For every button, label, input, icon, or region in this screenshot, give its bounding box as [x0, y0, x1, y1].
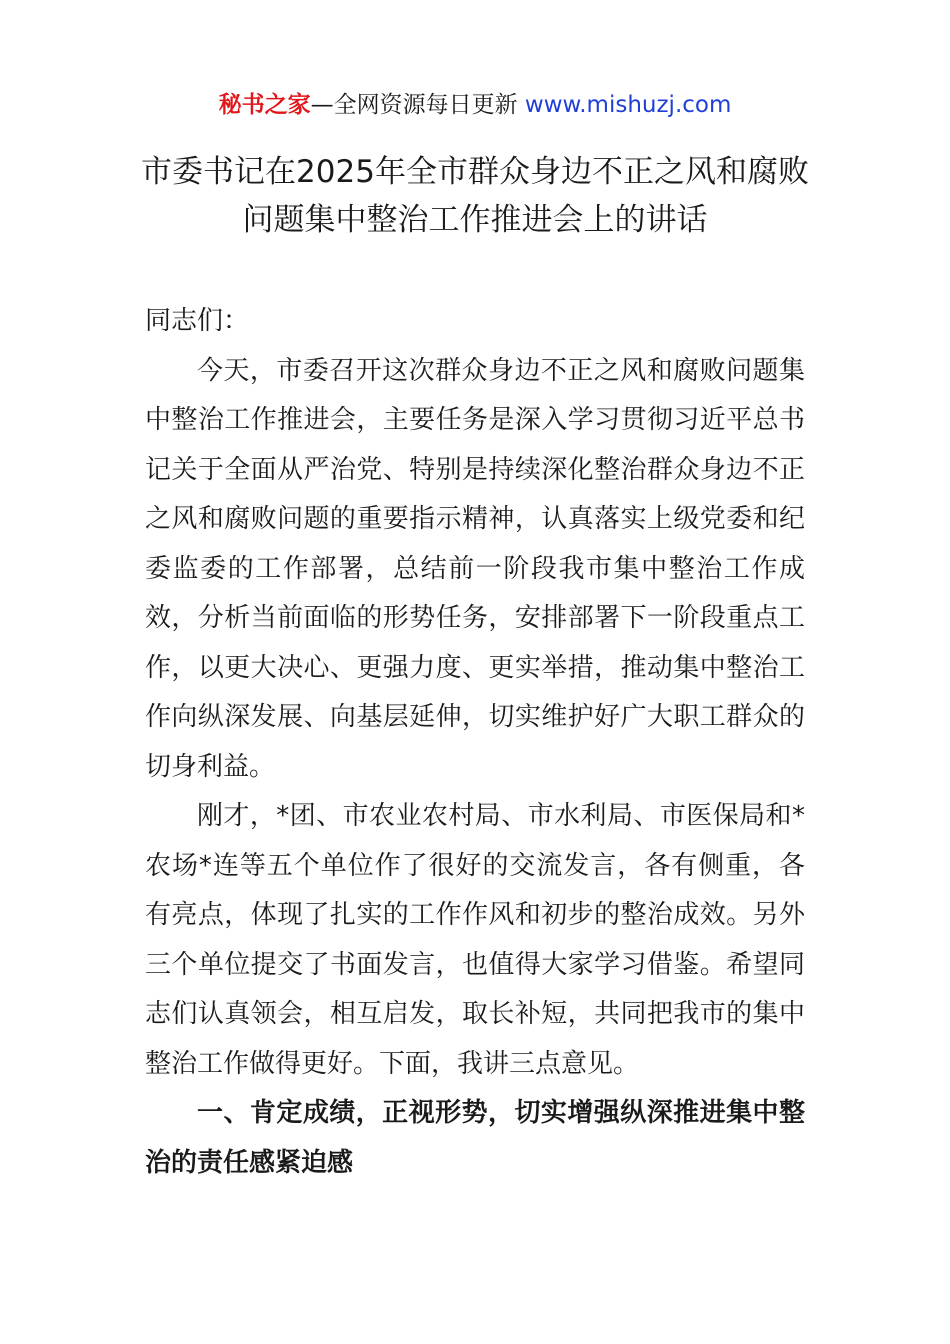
document-body: [145, 297, 805, 1188]
brand-name: 秘书之家: [218, 92, 311, 118]
site-url-link[interactable]: www.mishuzj.com: [524, 92, 732, 118]
paragraph-intro: 今天，市委召开这次群众身边不正之风和腐败问题集中整治工作推进会，主要任务是深入学习贯彻习近平总书记关于全面从严治党、特别是持续深化整治群众身边不正之风和腐败问题的重要指示精神，认真落实上级党委和纪委监委的工作部署，总结前一阶段我市集中整治工作成效，分析当前面临的形势任务，安排部署下一阶段重点工作，以更大决心、更强力度、更实举措，推动集中整治工作向纵深发展、向基层延伸，切实维护好广大职工群众的切身利益。: [145, 355, 805, 782]
salutation: 同志们：: [145, 306, 250, 336]
site-header: [0, 88, 950, 122]
document-title: 市委书记在2025年全市群众身边不正之风和腐败问题集中整治工作推进会上的讲话: [141, 154, 809, 238]
section-heading-one: 一、肯定成绩，正视形势，切实增强纵深推进集中整治的责任感紧迫感: [145, 1098, 805, 1178]
header-tagline: —全网资源每日更新: [310, 92, 518, 118]
paragraph-exchange: 刚才，*团、市农业农村局、市水利局、市医保局和*农场*连等五个单位作了很好的交流发言，各有侧重，各有亮点，体现了扎实的工作作风和初步的整治成效。另外三个单位提交了书面发言，也值得大家学习借鉴。希望同志们认真领会，相互启发，取长补短，共同把我市的集中整治工作做得更好。下面，我讲三点意见。: [145, 801, 805, 1079]
